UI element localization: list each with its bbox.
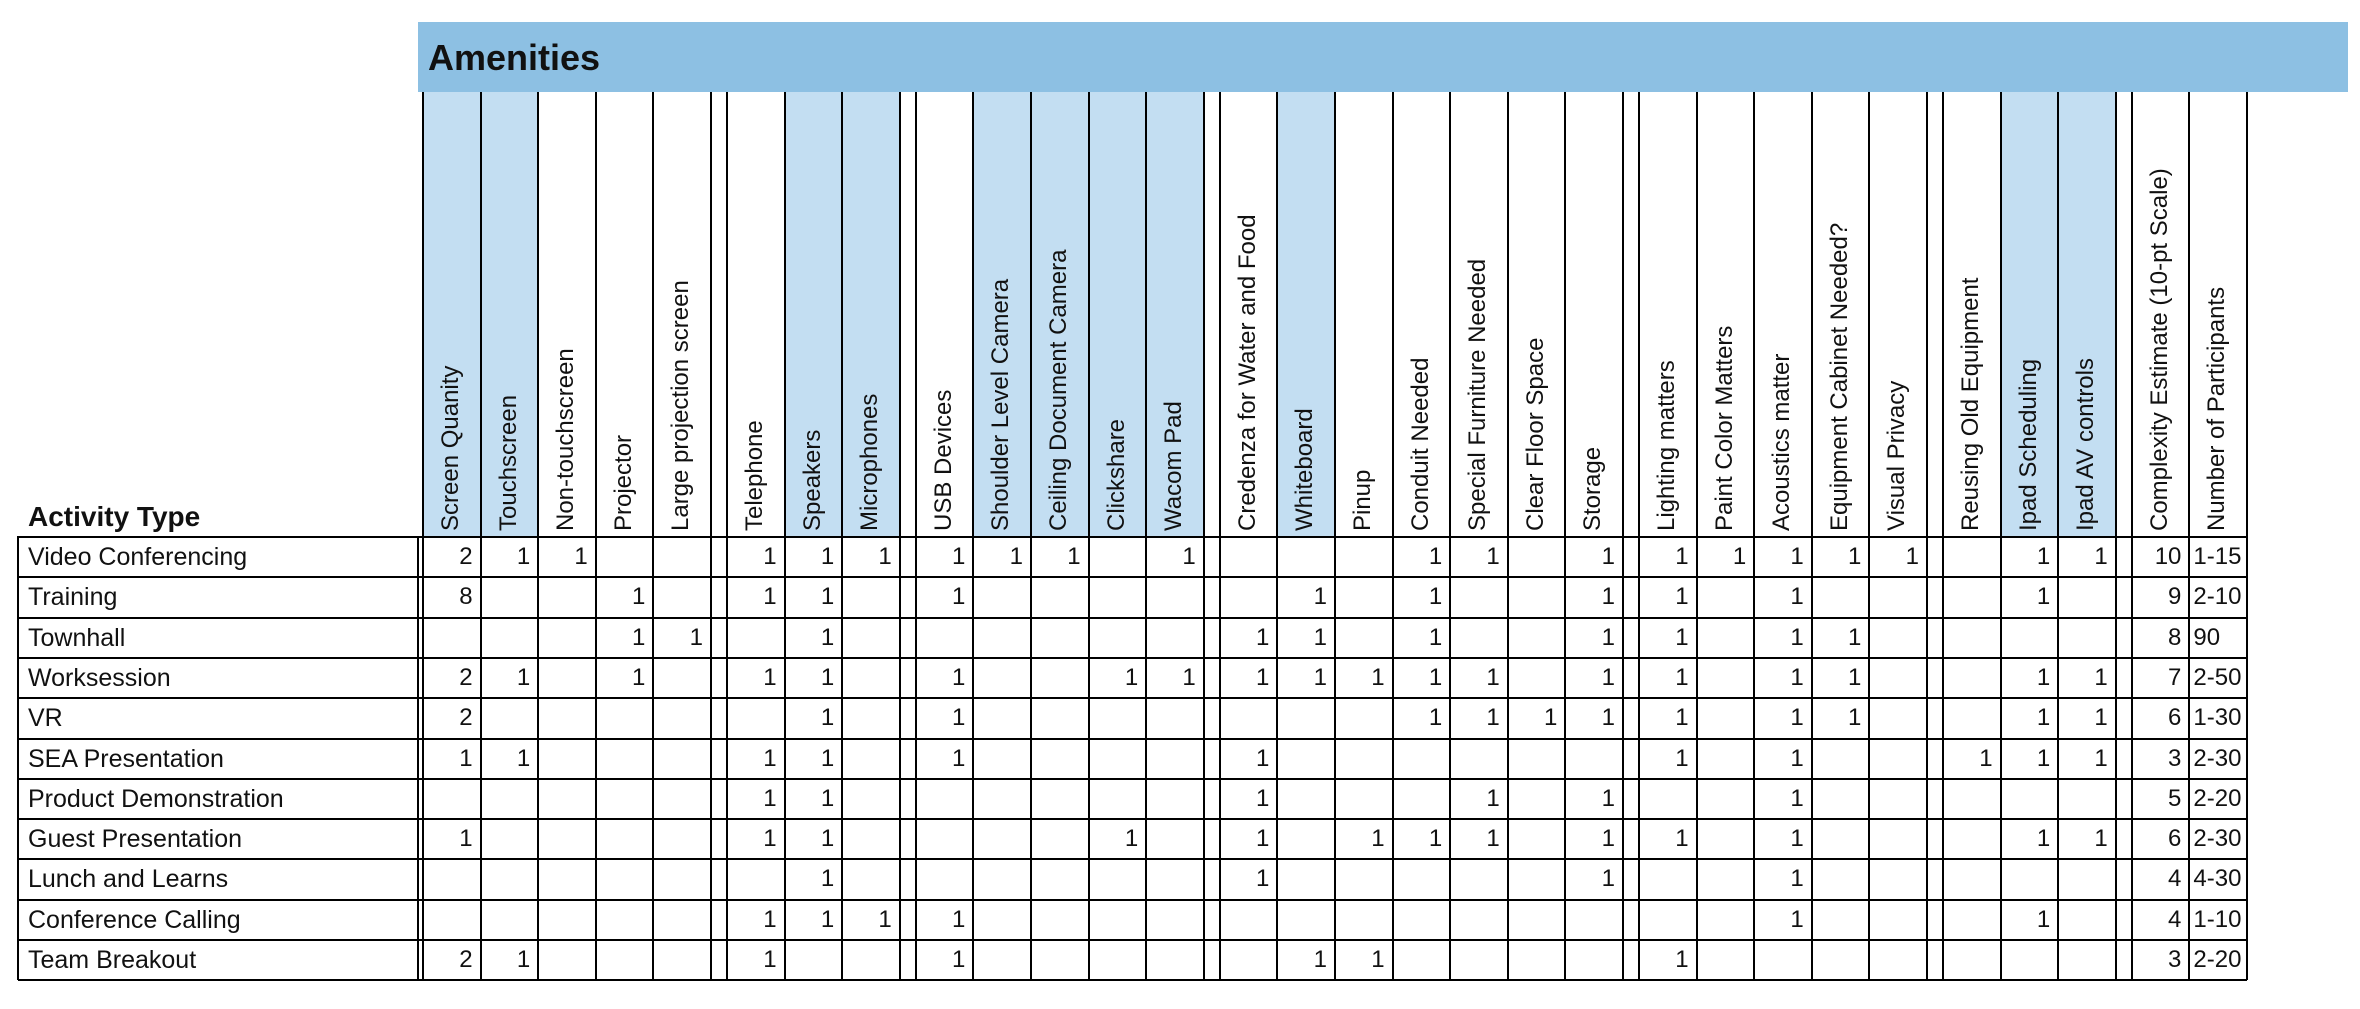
table-cell: 1 bbox=[632, 663, 646, 691]
row-divider bbox=[18, 617, 2247, 619]
table-cell: 1 bbox=[763, 543, 777, 570]
table-cell: 1 bbox=[952, 543, 966, 570]
table-cell: 1 bbox=[1182, 543, 1196, 570]
column-divider bbox=[2000, 92, 2002, 980]
column-divider bbox=[1622, 92, 1624, 980]
table-cell: 90 bbox=[2193, 623, 2221, 651]
table-cell: 1 bbox=[952, 744, 966, 772]
row-divider bbox=[18, 979, 2247, 981]
row-divider bbox=[18, 697, 2247, 699]
column-header-paint-color-matters: Paint Color Matters bbox=[1710, 325, 1738, 531]
table-cell: 1-10 bbox=[2193, 905, 2242, 933]
table-cell: 1 bbox=[878, 905, 892, 933]
table-cell: 1 bbox=[2094, 543, 2108, 570]
table-cell: 2 bbox=[459, 704, 473, 732]
column-divider bbox=[1219, 92, 1221, 980]
table-cell: 1 bbox=[952, 663, 966, 691]
table-cell: 1 bbox=[2094, 663, 2108, 691]
column-header-ipad-scheduling: Ipad Scheduling bbox=[2014, 358, 2042, 531]
table-cell: 1 bbox=[1601, 704, 1615, 732]
column-header-reusing-old-equipment: Reusing Old Equipment bbox=[1957, 277, 1984, 531]
table-cell: 1 bbox=[1732, 543, 1747, 570]
table-cell: 1 bbox=[820, 865, 835, 893]
row-label-conference-calling: Conference Calling bbox=[28, 905, 241, 934]
column-header-ceiling-document-camera: Ceiling Document Camera bbox=[1045, 249, 1072, 531]
table-cell: 1 bbox=[1848, 663, 1862, 691]
column-divider bbox=[1030, 92, 1032, 980]
table-cell: 1-30 bbox=[2193, 704, 2242, 732]
column-header-microphones: Microphones bbox=[856, 393, 884, 531]
table-cell: 1 bbox=[1790, 704, 1804, 732]
table-cell: 1 bbox=[820, 704, 835, 732]
column-divider bbox=[2115, 92, 2117, 980]
table-cell: 1 bbox=[1428, 825, 1443, 853]
table-cell: 1 bbox=[2036, 663, 2051, 691]
column-header-shoulder-level-camera: Shoulder Level Camera bbox=[987, 278, 1015, 531]
table-cell: 1 bbox=[1428, 543, 1443, 570]
table-cell: 1 bbox=[2094, 744, 2108, 772]
table-cell: 1 bbox=[1601, 663, 1615, 691]
table-cell: 1 bbox=[1675, 623, 1689, 651]
column-header-usb-devices: USB Devices bbox=[929, 389, 957, 531]
column-divider bbox=[1088, 92, 1090, 980]
table-cell: 1 bbox=[820, 744, 835, 772]
table-cell: 1 bbox=[1790, 543, 1804, 570]
column-divider bbox=[915, 92, 917, 980]
column-divider bbox=[1276, 92, 1278, 980]
table-cell: 1 bbox=[1009, 543, 1023, 570]
column-divider bbox=[417, 536, 419, 980]
table-cell: 1 bbox=[763, 663, 777, 691]
column-header-special-furniture-needed: Special Furniture Needed bbox=[1464, 258, 1492, 531]
table-cell: 1 bbox=[2094, 825, 2108, 853]
table-cell: 1 bbox=[1313, 663, 1327, 691]
column-divider bbox=[480, 92, 482, 980]
table-cell: 8 bbox=[459, 583, 473, 611]
table-cell: 1 bbox=[2036, 744, 2051, 772]
table-cell: 1 bbox=[1848, 623, 1862, 651]
table-cell: 1 bbox=[1256, 825, 1270, 853]
column-header-clickshare: Clickshare bbox=[1102, 418, 1130, 531]
row-label-guest-presentation: Guest Presentation bbox=[28, 825, 243, 854]
table-cell: 1 bbox=[1848, 704, 1862, 732]
row-label-video-conferencing: Video Conferencing bbox=[28, 543, 248, 571]
row-divider bbox=[18, 939, 2247, 941]
table-cell: 1 bbox=[1675, 704, 1689, 732]
table-cell: 1 bbox=[632, 583, 646, 611]
table-cell: 1 bbox=[1601, 825, 1615, 853]
table-cell: 1 bbox=[1601, 543, 1615, 570]
column-divider bbox=[710, 92, 712, 980]
row-divider bbox=[18, 738, 2247, 740]
table-cell: 1 bbox=[1428, 663, 1443, 691]
table-cell: 2-20 bbox=[2193, 946, 2242, 973]
table-cell: 1 bbox=[2036, 543, 2051, 570]
column-divider bbox=[1507, 92, 1509, 980]
table-cell: 1 bbox=[1428, 583, 1443, 611]
column-divider bbox=[652, 92, 654, 980]
table-cell: 1 bbox=[1790, 583, 1804, 611]
column-header-visual-privacy: Visual Privacy bbox=[1883, 380, 1911, 531]
activity-type-header: Activity Type bbox=[28, 501, 201, 532]
table-cell: 1 bbox=[1182, 663, 1196, 691]
row-divider bbox=[18, 576, 2247, 578]
table-cell: 1 bbox=[763, 583, 777, 611]
table-cell: 1 bbox=[2036, 704, 2051, 732]
table-cell: 1 bbox=[1486, 663, 1500, 691]
column-header-wacom-pad: Wacom Pad bbox=[1160, 401, 1188, 531]
table-cell: 6 bbox=[2168, 704, 2182, 732]
column-divider bbox=[1942, 92, 1944, 980]
column-header-conduit-needed: Conduit Needed bbox=[1406, 357, 1434, 531]
row-divider bbox=[18, 778, 2247, 780]
column-header-projector: Projector bbox=[609, 434, 637, 531]
table-cell: 2 bbox=[459, 663, 473, 691]
row-label-training: Training bbox=[28, 583, 118, 612]
table-cell: 1 bbox=[1790, 623, 1804, 651]
table-cell: 1 bbox=[820, 663, 835, 691]
amenities-title: Amenities bbox=[428, 37, 601, 78]
table-cell: 1 bbox=[1371, 663, 1385, 691]
table-cell: 5 bbox=[2168, 784, 2182, 812]
table-cell: 1 bbox=[820, 825, 835, 853]
table-cell: 1 bbox=[1428, 623, 1443, 651]
column-header-screen-quanity: Screen Quanity bbox=[437, 365, 464, 531]
table-cell: 1 bbox=[1979, 744, 1993, 772]
column-divider bbox=[841, 92, 843, 980]
table-cell: 1 bbox=[689, 623, 703, 651]
column-divider bbox=[537, 92, 539, 980]
row-divider bbox=[18, 657, 2247, 659]
table-cell: 1 bbox=[2036, 905, 2051, 933]
table-cell: 1 bbox=[1905, 543, 1919, 570]
table-cell: 1 bbox=[2036, 825, 2051, 853]
table-cell: 1 bbox=[1256, 663, 1270, 691]
table-cell: 1 bbox=[1256, 784, 1270, 812]
table-cell: 1 bbox=[952, 704, 966, 732]
column-divider bbox=[1753, 92, 1755, 980]
row-label-vr: VR bbox=[28, 704, 63, 733]
table-cell: 2-10 bbox=[2193, 583, 2242, 611]
table-cell: 2-20 bbox=[2193, 784, 2242, 812]
column-header-whiteboard: Whiteboard bbox=[1291, 408, 1319, 531]
table-cell: 1 bbox=[516, 946, 531, 973]
table-cell: 1 bbox=[763, 744, 777, 772]
row-divider bbox=[18, 536, 2247, 538]
column-divider bbox=[972, 92, 974, 980]
table-cell: 1 bbox=[1790, 784, 1804, 812]
table-cell: 1 bbox=[820, 784, 835, 812]
table-cell: 1 bbox=[1256, 865, 1270, 893]
table-cell: 1 bbox=[1848, 543, 1862, 570]
table-cell: 1 bbox=[1486, 704, 1500, 732]
column-divider bbox=[17, 536, 19, 980]
column-divider bbox=[1696, 92, 1698, 980]
table-cell: 1 bbox=[820, 623, 835, 651]
column-divider bbox=[1811, 92, 1813, 980]
table-cell: 1 bbox=[820, 905, 835, 933]
column-divider bbox=[1638, 92, 1640, 980]
table-cell: 9 bbox=[2168, 583, 2182, 611]
table-cell: 1 bbox=[459, 825, 473, 853]
table-cell: 1 bbox=[1256, 744, 1270, 772]
table-cell: 3 bbox=[2168, 744, 2182, 772]
table-cell: 1 bbox=[820, 543, 835, 570]
table-cell: 1 bbox=[516, 744, 531, 772]
table-cell: 1 bbox=[2094, 704, 2108, 732]
table-cell: 2 bbox=[459, 543, 473, 570]
row-label-townhall: Townhall bbox=[28, 623, 126, 652]
table-cell: 1 bbox=[459, 744, 473, 772]
column-header-equipment-cabinet-needed: Equipment Cabinet Needed? bbox=[1825, 222, 1853, 531]
table-cell: 1 bbox=[1371, 825, 1385, 853]
column-divider bbox=[1564, 92, 1566, 980]
table-cell: 1 bbox=[1601, 623, 1615, 651]
table-cell: 6 bbox=[2168, 825, 2182, 853]
table-cell: 1 bbox=[952, 905, 966, 933]
column-divider bbox=[784, 92, 786, 980]
row-divider bbox=[18, 899, 2247, 901]
table-cell: 4-30 bbox=[2193, 865, 2242, 893]
table-cell: 1 bbox=[1313, 583, 1327, 611]
table-cell: 1 bbox=[763, 825, 777, 853]
row-label-team-breakout: Team Breakout bbox=[28, 946, 197, 974]
table-cell: 2-30 bbox=[2193, 825, 2242, 853]
column-header-large-projection-screen: Large projection screen bbox=[667, 280, 695, 531]
table-cell: 2-30 bbox=[2193, 744, 2242, 772]
table-cell: 10 bbox=[2154, 543, 2182, 570]
column-divider bbox=[2246, 92, 2248, 980]
column-divider bbox=[1868, 92, 1870, 980]
table-cell: 1 bbox=[1124, 663, 1139, 691]
column-divider bbox=[1203, 92, 1205, 980]
table-cell: 1 bbox=[1790, 825, 1804, 853]
table-cell: 1 bbox=[1486, 543, 1500, 570]
column-divider bbox=[1334, 92, 1336, 980]
table-cell: 1 bbox=[1675, 946, 1689, 973]
column-header-ipad-av-controls: Ipad AV controls bbox=[2072, 358, 2100, 531]
table-cell: 1 bbox=[1790, 865, 1804, 893]
table-cell: 7 bbox=[2168, 663, 2182, 691]
table-cell: 1 bbox=[1067, 543, 1081, 570]
table-cell: 1 bbox=[1601, 583, 1615, 611]
table-cell: 8 bbox=[2168, 623, 2182, 651]
table-cell: 1 bbox=[1313, 946, 1327, 973]
table-cell: 1 bbox=[1790, 663, 1804, 691]
column-divider bbox=[422, 92, 424, 980]
column-header-pinup: Pinup bbox=[1349, 469, 1376, 531]
table-cell: 4 bbox=[2168, 865, 2182, 893]
column-divider bbox=[1145, 92, 1147, 980]
table-cell: 3 bbox=[2168, 946, 2182, 973]
row-divider bbox=[18, 858, 2247, 860]
table-cell: 1 bbox=[1601, 784, 1615, 812]
column-header-touchscreen: Touchscreen bbox=[494, 394, 522, 531]
table-cell: 1 bbox=[1371, 946, 1385, 973]
table-cell: 1 bbox=[1486, 784, 1500, 812]
table-cell: 1 bbox=[1790, 905, 1804, 933]
column-divider bbox=[899, 92, 901, 980]
table-cell: 1 bbox=[763, 946, 777, 973]
table-cell: 1-15 bbox=[2193, 543, 2242, 570]
column-header-clear-floor-space: Clear Floor Space bbox=[1521, 337, 1549, 531]
table-cell: 1 bbox=[952, 583, 966, 611]
table-cell: 1 bbox=[1313, 623, 1327, 651]
column-divider bbox=[1449, 92, 1451, 980]
row-label-worksession: Worksession bbox=[28, 663, 171, 692]
table-cell: 1 bbox=[1790, 744, 1804, 772]
column-divider bbox=[2131, 92, 2133, 980]
table-cell: 1 bbox=[1256, 623, 1270, 651]
row-label-product-demonstration: Product Demonstration bbox=[28, 784, 284, 813]
table-cell: 1 bbox=[516, 663, 531, 691]
table-cell: 1 bbox=[820, 583, 835, 611]
table-cell: 1 bbox=[2036, 583, 2051, 611]
column-header-complexity-estimate-10-pt-scale: Complexity Estimate (10-pt Scale) bbox=[2145, 168, 2173, 531]
column-header-telephone: Telephone bbox=[741, 420, 768, 531]
table-cell: 2-50 bbox=[2193, 663, 2242, 691]
table-cell: 1 bbox=[1544, 704, 1558, 732]
table-cell: 2 bbox=[459, 946, 473, 973]
table-cell: 4 bbox=[2168, 905, 2182, 933]
table-cell: 1 bbox=[632, 623, 646, 651]
table-cell: 1 bbox=[1428, 704, 1443, 732]
table-cell: 1 bbox=[1486, 825, 1500, 853]
column-header-number-of-participants: Number of Participants bbox=[2203, 286, 2231, 531]
row-label-sea-presentation: SEA Presentation bbox=[28, 744, 224, 773]
row-divider bbox=[18, 818, 2247, 820]
table-cell: 1 bbox=[516, 543, 531, 570]
column-header-acoustics-matter: Acoustics matter bbox=[1768, 353, 1796, 531]
column-divider bbox=[2188, 92, 2190, 980]
table-cell: 1 bbox=[763, 905, 777, 933]
column-header-speakers: Speakers bbox=[798, 429, 826, 531]
table-cell: 1 bbox=[1124, 825, 1139, 853]
column-header-lighting-matters: Lighting matters bbox=[1653, 360, 1680, 531]
amenities-banner bbox=[418, 22, 2348, 92]
column-header-non-touchscreen: Non-touchscreen bbox=[552, 348, 580, 531]
column-divider bbox=[1926, 92, 1928, 980]
column-header-credenza-for-water-and-food: Credenza for Water and Food bbox=[1233, 214, 1261, 531]
table-cell: 1 bbox=[1601, 865, 1615, 893]
table-cell: 1 bbox=[1675, 663, 1689, 691]
column-divider bbox=[726, 92, 728, 980]
table-cell: 1 bbox=[952, 946, 966, 973]
table-cell: 1 bbox=[1675, 543, 1689, 570]
table-cell: 1 bbox=[1675, 825, 1689, 853]
column-divider bbox=[595, 92, 597, 980]
table-cell: 1 bbox=[1675, 744, 1689, 772]
table-cell: 1 bbox=[763, 784, 777, 812]
table-cell: 1 bbox=[878, 543, 892, 570]
column-divider bbox=[2057, 92, 2059, 980]
table-cell: 1 bbox=[574, 543, 588, 570]
column-header-storage: Storage bbox=[1579, 446, 1607, 531]
row-label-lunch-and-learns: Lunch and Learns bbox=[28, 865, 229, 894]
column-divider bbox=[1392, 92, 1394, 980]
table-cell: 1 bbox=[1675, 583, 1689, 611]
